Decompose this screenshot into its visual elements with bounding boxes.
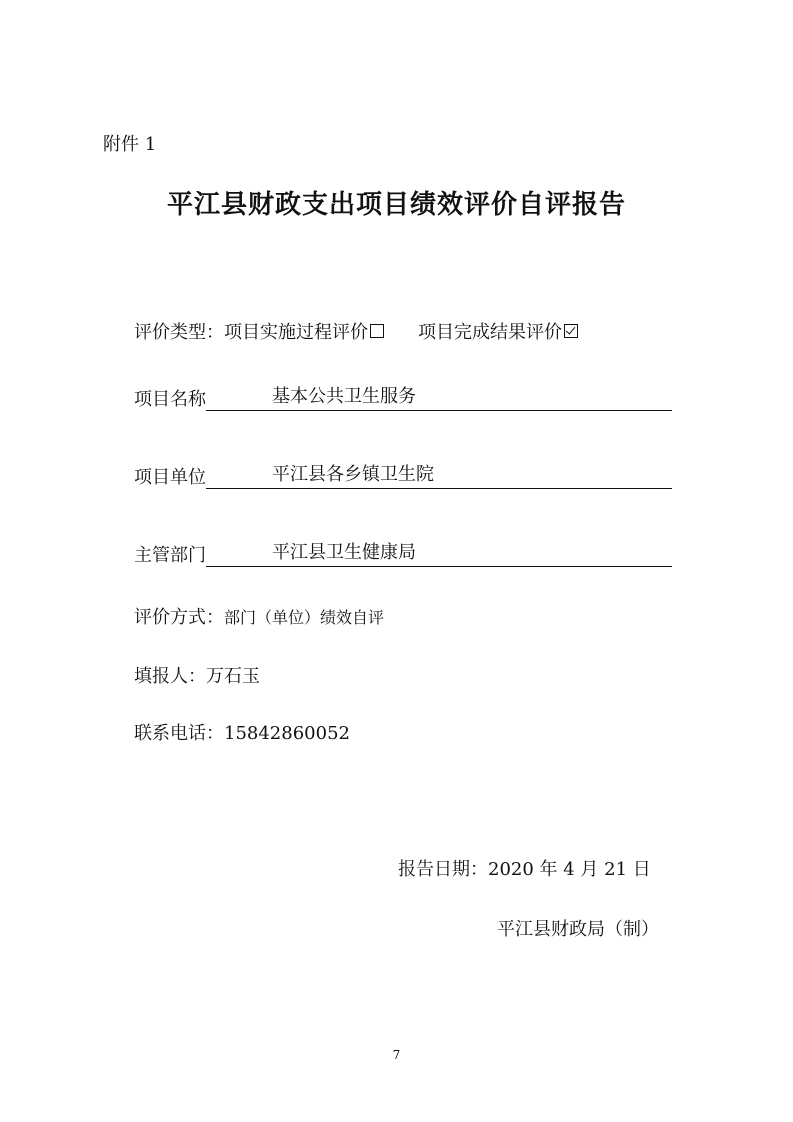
project-unit-field[interactable]: 平江县各乡镇卫生院	[206, 463, 672, 489]
project-name-label: 项目名称	[134, 389, 206, 410]
authority-label: 主管部门	[134, 545, 206, 566]
project-unit-row	[134, 463, 672, 489]
evaluation-method-row	[134, 603, 384, 629]
issuer: 平江县财政局（制）	[497, 919, 659, 940]
evaluation-type-label: 评价类型：	[134, 322, 224, 343]
filler-label: 填报人：	[134, 666, 206, 687]
page-title: 平江县财政支出项目绩效评价自评报告	[166, 190, 626, 220]
project-unit-label: 项目单位	[134, 467, 206, 488]
option-process-evaluation-label: 项目实施过程评价	[224, 322, 368, 343]
authority-row	[134, 541, 672, 567]
phone-label: 联系电话：	[134, 723, 224, 744]
project-name-row	[134, 385, 672, 411]
authority-field[interactable]: 平江县卫生健康局	[206, 541, 672, 567]
result-evaluation-checkbox[interactable]	[564, 324, 578, 338]
evaluation-type-row	[134, 318, 578, 344]
attachment-label: 附件 1	[103, 134, 157, 155]
evaluation-method-value: 部门（单位）绩效自评	[224, 608, 385, 627]
filler-value: 万石玉	[206, 666, 260, 687]
evaluation-method-label: 评价方式：	[134, 607, 224, 628]
process-evaluation-checkbox[interactable]	[370, 324, 384, 338]
option-result-evaluation-label: 项目完成结果评价	[418, 322, 562, 343]
report-date: 报告日期：2020 年 4 月 21 日	[398, 859, 651, 880]
phone-row	[134, 719, 350, 745]
page-number: 7	[392, 1048, 401, 1062]
phone-value: 15842860052	[224, 723, 350, 744]
filler-row	[134, 662, 260, 688]
project-name-field[interactable]: 基本公共卫生服务	[206, 385, 672, 411]
